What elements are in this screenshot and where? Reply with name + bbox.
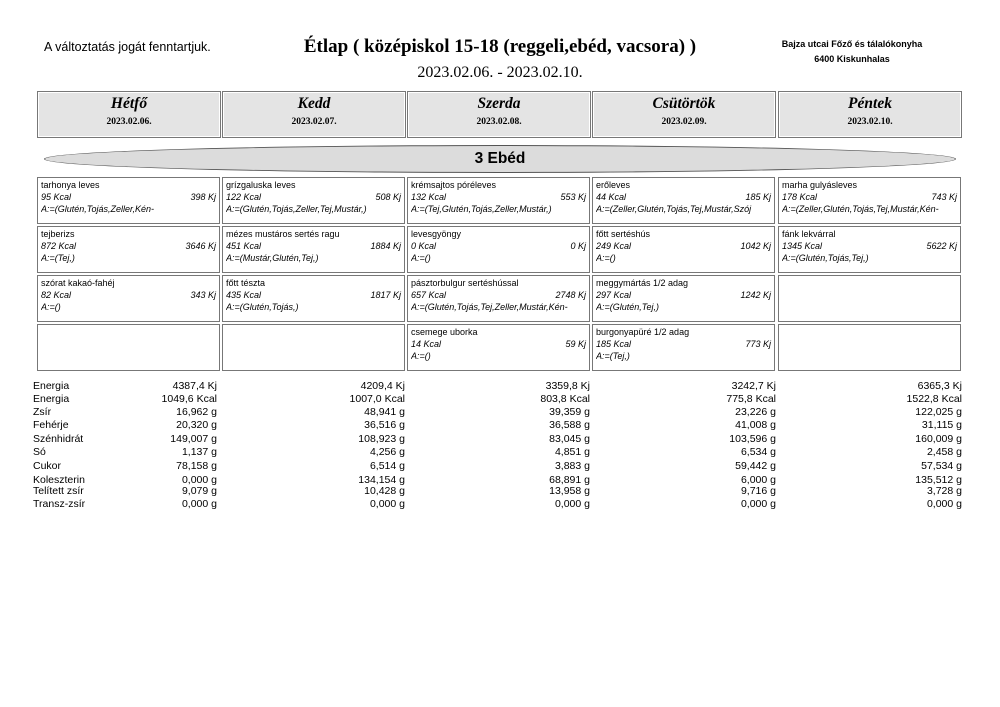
day-name: Hétfő	[110, 95, 148, 112]
menu-cell	[778, 275, 961, 322]
dish-kcal: 185 Kcal	[596, 339, 632, 349]
kitchen-name: Bajza utcai Főző és tálalókonyha	[781, 39, 923, 49]
nutrient-value: 4,256 g	[369, 446, 405, 458]
dish-kj: 508 Kj	[375, 192, 401, 202]
page-title: Étlap ( középiskol 15-18 (reggeli,ebéd, vacsora) )	[303, 36, 697, 57]
nutrient-label: Zsír	[33, 406, 52, 418]
nutrient-value: 68,891 g	[549, 474, 590, 486]
notice-text: A változtatás jogát fenntartjuk.	[44, 40, 211, 54]
dish-kcal: 1345 Kcal	[782, 241, 823, 251]
day-name: Szerda	[477, 95, 521, 112]
dish-allergens: A:=()	[41, 302, 61, 312]
menu-cell	[37, 177, 220, 224]
menu-cell	[592, 275, 775, 322]
day-header	[778, 91, 962, 138]
nutrient-value: 6,514 g	[369, 460, 405, 472]
dish-name: levesgyöngy	[411, 229, 462, 239]
menu-cell	[37, 324, 220, 371]
menu-cell	[592, 177, 775, 224]
day-header	[222, 91, 406, 138]
date-range: 2023.02.06. - 2023.02.10.	[417, 64, 583, 81]
dish-kcal: 872 Kcal	[41, 241, 77, 251]
menu-cell	[778, 324, 961, 371]
nutrient-value: 4209,4 Kj	[360, 380, 405, 392]
dish-kj: 1042 Kj	[740, 241, 771, 251]
nutrient-value: 48,941 g	[364, 406, 405, 418]
dish-kj: 1817 Kj	[370, 290, 401, 300]
dish-name: grízgaluska leves	[226, 180, 296, 190]
nutrient-value: 9,079 g	[181, 485, 217, 497]
dish-name: mézes mustáros sertés ragu	[226, 229, 340, 239]
dish-allergens	[41, 351, 216, 363]
nutrient-value: 36,516 g	[364, 419, 405, 431]
menu-cell	[778, 177, 961, 224]
menu-cell	[222, 275, 405, 322]
dish-kj: 1242 Kj	[740, 290, 771, 300]
nutrient-value: 775,8 Kcal	[726, 393, 776, 405]
dish-allergens: A:=(Glutén,Tojás,Zeller,Tej,Mustár,)	[226, 204, 367, 214]
nutrient-label: Szénhidrát	[33, 433, 84, 445]
dish-allergens	[782, 351, 957, 363]
dish-kj: 343 Kj	[190, 290, 216, 300]
kitchen-city: 6400 Kiskunhalas	[814, 54, 890, 64]
menu-cell	[222, 177, 405, 224]
day-name: Kedd	[297, 95, 331, 112]
nutrient-value: 6365,3 Kj	[917, 380, 962, 392]
nutrient-value: 6,000 g	[740, 474, 776, 486]
day-date: 2023.02.10.	[847, 117, 893, 127]
dish-allergens: A:=(Glutén,Tej,)	[596, 302, 659, 312]
day-name: Csütörtök	[652, 95, 716, 112]
dish-name	[782, 278, 957, 290]
nutrient-value: 135,512 g	[915, 474, 962, 486]
nutrient-value: 3359,8 Kj	[545, 380, 590, 392]
menu-cell	[407, 275, 590, 322]
nutrient-value: 3,883 g	[554, 460, 590, 472]
menu-cell	[592, 324, 775, 371]
nutrient-value: 57,534 g	[921, 460, 962, 472]
dish-name: szórat kakaó-fahéj	[41, 278, 115, 288]
dish-allergens: A:=()	[596, 253, 616, 263]
nutrient-value: 78,158 g	[176, 460, 217, 472]
dish-name: csemege uborka	[411, 327, 478, 337]
dish-name: erőleves	[596, 180, 631, 190]
nutrient-value: 3,728 g	[926, 485, 962, 497]
nutrient-value: 83,045 g	[549, 433, 590, 445]
nutrient-value: 108,923 g	[358, 433, 405, 445]
day-name: Péntek	[848, 95, 892, 112]
menu-cell	[407, 324, 590, 371]
dish-kcal: 132 Kcal	[411, 192, 447, 202]
nutrient-value: 0,000 g	[181, 474, 217, 486]
menu-cell	[407, 226, 590, 273]
nutrient-value: 4387,4 Kj	[172, 380, 217, 392]
dish-allergens: A:=()	[411, 351, 431, 361]
nutrient-value: 3242,7 Kj	[731, 380, 776, 392]
nutrient-value: 1522,8 Kcal	[906, 393, 962, 405]
dish-allergens: A:=(Glutén,Tojás,Tej,Zeller,Mustár,Kén-	[411, 302, 568, 312]
nutrient-label: Cukor	[33, 460, 62, 472]
nutrient-value: 31,115 g	[921, 419, 962, 431]
nutrient-value: 36,588 g	[549, 419, 590, 431]
dish-kcal: 657 Kcal	[411, 290, 447, 300]
dish-name: tejberizs	[41, 229, 75, 239]
day-date: 2023.02.08.	[476, 117, 522, 127]
dish-allergens: A:=(Zeller,Glutén,Tojás,Tej,Mustár,Szój	[596, 204, 752, 214]
nutrient-value: 103,596 g	[729, 433, 776, 445]
dish-allergens: A:=(Tej,)	[41, 253, 75, 263]
dish-kcal: 95 Kcal	[41, 192, 72, 202]
dish-name	[41, 327, 216, 339]
dish-allergens: A:=(Zeller,Glutén,Tojás,Tej,Mustár,Kén-	[782, 204, 939, 214]
menu-cell	[407, 177, 590, 224]
dish-allergens: A:=(Glutén,Tojás,Zeller,Kén-	[41, 204, 154, 214]
day-header	[37, 91, 221, 138]
dish-kcal: 122 Kcal	[226, 192, 262, 202]
nutrient-value: 160,009 g	[915, 433, 962, 445]
nutrient-value: 16,962 g	[176, 406, 217, 418]
dish-name: marha gulyásleves	[782, 180, 858, 190]
dish-kj: 59 Kj	[565, 339, 586, 349]
menu-cell	[37, 226, 220, 273]
nutrient-label: Fehérje	[33, 419, 69, 431]
dish-name: burgonyapüré 1/2 adag	[596, 327, 690, 337]
meal-banner	[44, 145, 956, 173]
menu-cell	[222, 324, 405, 371]
menu-cell	[778, 226, 961, 273]
dish-name	[226, 327, 401, 339]
dish-name: tarhonya leves	[41, 180, 100, 190]
nutrient-value: 13,958 g	[549, 485, 590, 497]
dish-kcal: 0 Kcal	[411, 241, 437, 251]
dish-name: fánk lekvárral	[782, 229, 836, 239]
dish-kcal: 44 Kcal	[596, 192, 627, 202]
nutrient-value: 0,000 g	[740, 498, 776, 510]
dish-kj: 0 Kj	[570, 241, 586, 251]
nutrient-value: 0,000 g	[369, 498, 405, 510]
dish-allergens: A:=(Glutén,Tojás,Tej,)	[782, 253, 869, 263]
nutrient-value: 0,000 g	[554, 498, 590, 510]
nutrient-label: Koleszterin	[33, 474, 85, 486]
dish-kcal: 82 Kcal	[41, 290, 72, 300]
nutrient-value: 149,007 g	[170, 433, 217, 445]
nutrient-value: 10,428 g	[364, 485, 405, 497]
dish-kcal: 249 Kcal	[596, 241, 632, 251]
dish-kcal: 451 Kcal	[226, 241, 262, 251]
dish-kj: 2748 Kj	[555, 290, 586, 300]
nutrient-value: 39,359 g	[549, 406, 590, 418]
dish-allergens: A:=(Tej,)	[596, 351, 630, 361]
nutrient-label: Energia	[33, 393, 70, 405]
dish-kcal: 14 Kcal	[411, 339, 442, 349]
nutrient-value: 1007,0 Kcal	[349, 393, 405, 405]
dish-allergens: A:=(Mustár,Glutén,Tej,)	[226, 253, 319, 263]
nutrient-value: 134,154 g	[358, 474, 405, 486]
dish-name: krémsajtos póréleves	[411, 180, 497, 190]
nutrient-value: 41,008 g	[735, 419, 776, 431]
dish-kj: 773 Kj	[745, 339, 771, 349]
dish-allergens: A:=(Tej,Glutén,Tojás,Zeller,Mustár,)	[411, 204, 552, 214]
dish-allergens: A:=()	[411, 253, 431, 263]
nutrient-value: 23,226 g	[735, 406, 776, 418]
dish-allergens	[782, 302, 957, 314]
nutrient-value: 0,000 g	[181, 498, 217, 510]
nutrient-value: 1049,6 Kcal	[161, 393, 217, 405]
nutrient-label: Energia	[33, 380, 70, 392]
nutrient-value: 20,320 g	[176, 419, 217, 431]
nutrient-value: 59,442 g	[735, 460, 776, 472]
dish-allergens: A:=(Glutén,Tojás,)	[226, 302, 299, 312]
kitchen-info	[762, 37, 942, 67]
nutrient-value: 122,025 g	[915, 406, 962, 418]
menu-cell	[592, 226, 775, 273]
nutrient-label: Transz-zsír	[33, 498, 86, 510]
nutrient-value: 9,716 g	[740, 485, 776, 497]
day-date: 2023.02.09.	[661, 117, 707, 127]
nutrient-label: Só	[33, 446, 46, 458]
dish-name	[782, 327, 957, 339]
menu-cell	[37, 275, 220, 322]
dish-kj: 3646 Kj	[185, 241, 216, 251]
dish-kcal: 178 Kcal	[782, 192, 818, 202]
dish-kj: 5622 Kj	[926, 241, 957, 251]
dish-kcal: 435 Kcal	[226, 290, 262, 300]
day-date: 2023.02.06.	[106, 117, 152, 127]
nutrient-value: 6,534 g	[740, 446, 776, 458]
nutrient-value: 2,458 g	[926, 446, 962, 458]
dish-name: meggymártás 1/2 adag	[596, 278, 689, 288]
dish-allergens	[226, 351, 401, 363]
meal-title: 3 Ebéd	[474, 150, 526, 167]
menu-cell	[222, 226, 405, 273]
dish-name: pásztorbulgur sertéshússal	[411, 278, 519, 288]
dish-kj: 398 Kj	[190, 192, 216, 202]
nutrient-value: 0,000 g	[926, 498, 962, 510]
dish-kj: 553 Kj	[560, 192, 586, 202]
dish-kcal: 297 Kcal	[596, 290, 632, 300]
nutrient-value: 1,137 g	[181, 446, 217, 458]
dish-kj: 185 Kj	[745, 192, 771, 202]
dish-name: főtt sertéshús	[596, 229, 651, 239]
dish-name: főtt tészta	[226, 278, 266, 288]
dish-kj: 743 Kj	[931, 192, 957, 202]
day-date: 2023.02.07.	[291, 117, 337, 127]
day-header	[407, 91, 591, 138]
nutrient-label: Telített zsír	[33, 485, 84, 497]
nutrient-value: 4,851 g	[554, 446, 590, 458]
dish-kj: 1884 Kj	[370, 241, 401, 251]
day-header	[592, 91, 776, 138]
nutrient-value: 803,8 Kcal	[540, 393, 590, 405]
